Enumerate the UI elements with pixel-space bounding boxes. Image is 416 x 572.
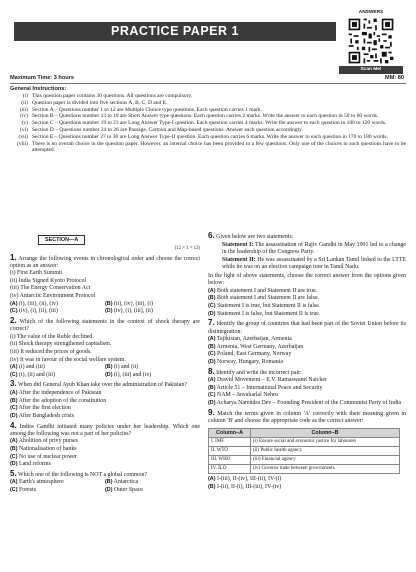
answer-option[interactable] [208, 288, 406, 295]
question-2 [10, 317, 200, 333]
option-text: After the first election [18, 405, 71, 412]
option-letter: (B) [105, 300, 113, 307]
option-text: Article 51 – International Peace and Security [216, 384, 323, 391]
option-text: Both statement I and Statement II are true. [216, 287, 318, 294]
option-text: Dravid Movement – E.V. Ramaswami Naicker [216, 377, 327, 384]
answer-option[interactable] [208, 476, 406, 483]
option-text: Acharya Narendra Dev – Founding President of the Communist Party of India [216, 399, 402, 406]
answer-option[interactable] [208, 377, 406, 384]
instruction-number: (iii) [19, 106, 28, 113]
option-letter: (D) [105, 486, 113, 493]
paper-title: PRACTICE PAPER 1 [14, 22, 336, 41]
option-letter: (A) [10, 479, 18, 486]
statement-label: Statement II: [222, 257, 256, 264]
answer-option[interactable] [10, 301, 105, 308]
table-row [209, 465, 400, 474]
instruction-text: Question paper is divided into five sections A, B, C, D and E. [32, 99, 168, 106]
answer-option[interactable] [10, 372, 105, 379]
option-letter: (A) [10, 300, 18, 307]
option-text: (i) and (iii) [18, 364, 45, 371]
list-item: (i) The value of the Ruble declined. [10, 333, 94, 340]
question-number: 1. [10, 252, 17, 262]
option-letter: (D) [208, 310, 216, 317]
answer-option[interactable] [105, 372, 200, 379]
question-text: Which of the following statements in the context of shock therapy are correct? [10, 318, 200, 333]
option-letter: (B) [208, 343, 216, 350]
question-text: Arrange the following events in chronological order and choose the correct option as an answer: [10, 255, 200, 269]
answer-option[interactable] [10, 413, 200, 420]
question-7 [208, 319, 406, 335]
option-letter: (A) [208, 476, 216, 483]
table-row [209, 456, 400, 465]
option-letter: (B) [208, 295, 216, 302]
option-letter: (D) [10, 412, 18, 419]
answer-option[interactable] [10, 438, 200, 445]
answer-option[interactable] [10, 405, 200, 412]
instruction-text: There is no overall choice in the question paper. However, an internal choice has been provided in a few questions. Only one of the choices in such questions have to be attempted. [32, 140, 406, 154]
option-text: I-(iii), II-(iv), III-(ii), IV-(i) [216, 476, 282, 483]
option-letter: (A) [208, 336, 216, 343]
options-row [10, 301, 200, 308]
instruction-item [10, 120, 406, 127]
list-item: (i) First Earth Summit [10, 270, 63, 277]
question-number: 2. [10, 315, 17, 325]
question-prompt: In the light of above statements, choose the correct answer from the options given below: [208, 273, 406, 287]
option-text: Armenia, West Germany, Azerbaijan [216, 343, 304, 350]
options-row [10, 308, 200, 315]
question-number: 3. [10, 379, 17, 389]
table-cell: I. IMF [209, 438, 251, 447]
table-row [209, 438, 400, 447]
table-cell: III. WHO [209, 456, 251, 465]
question-5 [10, 470, 200, 479]
instruction-text: Section B – Questions number 13 to 18 are Short Answer type questions. Each question carries 2 marks. Write the answer to each question in 50 to 60 words. [32, 113, 379, 120]
options-row [10, 479, 200, 486]
column-b-header: Column–B [251, 429, 400, 438]
section-marks: (12 × 1 = 12) [174, 246, 200, 251]
option-text: Nationalisation of banks [18, 445, 77, 452]
question-number: 6. [208, 230, 215, 240]
option-text: Poland, East Germany, Norway [216, 351, 292, 358]
table-cell: IV. ILO [209, 465, 251, 474]
option-letter: (A) [10, 438, 18, 445]
header-divider [10, 83, 406, 84]
option-text: (iv), (i), (ii), (iii) [18, 308, 58, 315]
table-cell: (i) Ensure social and economic justice for labourers [251, 438, 400, 447]
question-text: Identify and write the incorrect pair: [216, 369, 302, 376]
answer-option[interactable] [10, 446, 200, 453]
instruction-number: (vii) [18, 133, 28, 140]
instruction-item [10, 113, 406, 120]
option-letter: (C) [10, 486, 18, 493]
option-letter: (A) [208, 287, 216, 294]
answer-option[interactable] [10, 398, 200, 405]
instruction-item [10, 127, 406, 134]
question-number: 4. [10, 420, 17, 430]
question-text: Match the terms given in column 'A' correctly with their meaning given in column 'B' and choose the appropriate code as the correct answer: [208, 410, 406, 424]
question-6 [208, 232, 406, 241]
option-text: Tajikistan, Azerbaijan, Armenia [216, 336, 292, 343]
option-text: (i), (ii) and (iii) [18, 371, 55, 378]
option-letter: (A) [10, 364, 18, 371]
option-text: I-(ii), II-(i), III-(iii), IV-(iv) [216, 483, 282, 490]
qr-scan-label: Scan Me! [339, 66, 403, 74]
option-text: NAM – Jawaharlal Nehru [216, 392, 278, 399]
instruction-item [10, 134, 406, 141]
answer-option[interactable] [208, 295, 406, 302]
list-item: (iv) Antarctic Environment Protocol [10, 293, 96, 300]
instruction-text: Section C – Questions number 19 to 23 are Long Answer Type-I question. Each question carries 4 marks. Write the answer to each question in 100 to 120 words. [32, 120, 387, 127]
instruction-item [10, 100, 406, 107]
option-letter: (C) [10, 371, 18, 378]
answer-option[interactable] [208, 385, 406, 392]
option-text: Abolition of privy purses [18, 438, 79, 445]
option-text: (i), (iii), (ii), (iv) [18, 300, 58, 307]
option-text: After the independence of Pakistan [18, 390, 102, 397]
option-text: Land reforms [18, 461, 51, 468]
statement-2 [208, 257, 406, 271]
option-letter: (D) [105, 308, 113, 315]
question-text: When did General Ayub Khan take over the administration of Pakistan? [18, 382, 187, 389]
option-letter: (D) [105, 371, 113, 378]
question-4 [10, 422, 200, 438]
answer-option[interactable] [105, 308, 200, 315]
answer-option[interactable] [10, 390, 200, 397]
answer-option[interactable] [208, 336, 406, 343]
statement-label: Statement I: [222, 241, 254, 248]
option-letter: (D) [10, 461, 18, 468]
instruction-text: Section E – Questions number 27 to 30 are Long Answer Type-II question. Each question carries 6 marks. Write the answer to each question in 170 to 180 words. [32, 133, 388, 140]
option-letter: (A) [208, 377, 216, 384]
option-text: Statement I is false, but Statement II is true. [216, 310, 321, 317]
option-text: After Bangladesh crisis [18, 412, 74, 419]
list-item: (iii) The Energy Conservation Act [10, 285, 91, 292]
option-text: (i) and (ii) [113, 364, 139, 371]
question-number: 9. [208, 407, 215, 417]
qr-code-icon [342, 17, 400, 65]
statement-1 [208, 242, 406, 256]
option-text: Statement I is true, but Statement II is false. [216, 303, 321, 309]
option-letter: (C) [208, 351, 216, 358]
table-cell: (ii) Public health agency [251, 447, 400, 456]
options-row [10, 372, 200, 379]
answer-option[interactable] [208, 344, 406, 351]
option-letter: (B) [105, 479, 113, 486]
instruction-text: This question paper contains 30 questions. All questions are compulsory. [32, 93, 193, 99]
instruction-text: Section A – Questions number 1 to 12 are Multiple Choice type questions. Each question carries 1 mark. [32, 106, 262, 113]
answer-option[interactable] [10, 364, 105, 371]
answer-option[interactable] [105, 479, 200, 486]
option-letter: (C) [10, 453, 18, 460]
list-item: (ii) Shock therapy strengthened capitalism. [10, 341, 112, 348]
list-item: (iv) It was in favour of the social welfare system. [10, 356, 126, 363]
section-heading: SECTION—A [38, 235, 85, 245]
instruction-number: (iv) [20, 113, 28, 120]
left-column [10, 230, 200, 494]
table-header-row [209, 429, 400, 438]
option-text: After the adoption of the constitution [18, 397, 107, 404]
options-row [10, 364, 200, 371]
list-item: (ii) India Signed Kyoto Protocol [10, 277, 87, 284]
answer-option[interactable] [208, 303, 406, 310]
max-time: Maximum Time: 3 hours [10, 75, 74, 81]
answer-option[interactable] [10, 461, 200, 468]
instruction-item [10, 93, 406, 100]
option-text: Norway, Hungary, Romania [216, 358, 283, 365]
option-letter: (D) [208, 399, 216, 406]
answer-option[interactable] [208, 351, 406, 358]
list-item: (iii) It reduced the prices of goods. [10, 348, 92, 355]
table-cell: (iv) Governs trade between governments [251, 465, 400, 474]
right-column [208, 230, 406, 491]
option-letter: (C) [208, 392, 216, 399]
option-text: (i), (iii) and (iv) [113, 371, 152, 378]
qr-answers-label: ANSWERS [358, 10, 384, 15]
question-number: 5. [10, 468, 17, 478]
instruction-text: Section D – Questions number 24 to 26 are Passage, Cartoon and Map-based questions. Answer each question accordingly. [32, 126, 303, 133]
instruction-number: (vi) [20, 126, 28, 133]
answer-option[interactable] [208, 484, 406, 491]
instruction-number: (viii) [17, 140, 28, 147]
option-letter: (B) [10, 445, 18, 452]
instruction-item [10, 141, 406, 155]
option-letter: (A) [10, 390, 18, 397]
option-text: Earth's atmosphere [18, 479, 64, 486]
question-9 [208, 409, 406, 425]
question-number: 8. [208, 366, 215, 376]
instruction-item [10, 107, 406, 114]
question-1 [10, 254, 200, 270]
answer-option[interactable] [10, 479, 105, 486]
answer-option[interactable] [10, 454, 200, 461]
max-marks: MM: 80 [385, 75, 404, 81]
column-a-header: Column–A [209, 429, 251, 438]
table-cell: II. WTO [209, 447, 251, 456]
instruction-number: (i) [22, 93, 28, 99]
table-cell: (iii) Financial agency [251, 456, 400, 465]
option-text: No use of nuclear power [18, 453, 77, 460]
instructions-title: General Instructions: [10, 86, 67, 92]
option-text: Antarctica [113, 479, 139, 486]
answers-qr-code[interactable] [339, 10, 403, 74]
answer-option[interactable] [10, 308, 105, 315]
answer-option[interactable] [105, 364, 200, 371]
option-letter: (C) [10, 308, 18, 315]
answer-option[interactable] [208, 392, 406, 399]
instructions-list [10, 93, 406, 154]
question-8 [208, 368, 406, 377]
instruction-number: (v) [21, 120, 28, 127]
answer-option[interactable] [208, 400, 406, 407]
question-text: Indira Gandhi initiated many policies under her leadership. Which one among the following was not a part of her policies? [10, 423, 200, 437]
option-text: Both statement I and Statement II are false. [216, 295, 320, 302]
option-letter: (B) [208, 483, 216, 490]
answer-option[interactable] [208, 359, 406, 366]
question-3 [10, 380, 200, 389]
answer-option[interactable] [208, 311, 406, 318]
option-letter: (B) [10, 397, 18, 404]
option-text: Outer Space [113, 486, 143, 493]
statement-text: The assassination of Rajiv Gandhi in May 1991 led to a change in the leadership of the Congress Party. [222, 241, 406, 255]
question-number: 7. [208, 318, 215, 328]
answer-option[interactable] [105, 301, 200, 308]
option-letter: (C) [10, 405, 18, 412]
question-text: Which one of the following is NOT a global common? [18, 471, 148, 478]
table-row [209, 447, 400, 456]
answer-option[interactable] [10, 487, 105, 494]
instruction-number: (ii) [21, 99, 28, 106]
option-letter: (D) [208, 358, 216, 365]
statement-text: He was assassinated by a Sri Lankan Tamil linked to the LTTE while he was on an election campaign tour in Tamil Nadu. [222, 257, 406, 271]
option-text: (ii), (iv), (iii), (i) [113, 300, 153, 307]
option-text: (iv), (i), (iii), (ii) [113, 308, 153, 315]
option-letter: (B) [208, 384, 216, 391]
option-letter: (B) [105, 364, 113, 371]
answer-option[interactable] [105, 487, 200, 494]
options-row [10, 487, 200, 494]
option-letter: (C) [208, 303, 216, 309]
question-text: Identify the group of countries that had been part of the Soviet Union before its disintegration: [208, 321, 407, 335]
question-text: Given below are two statements: [216, 233, 294, 240]
option-text: Forests [18, 486, 36, 493]
match-table [208, 428, 400, 474]
